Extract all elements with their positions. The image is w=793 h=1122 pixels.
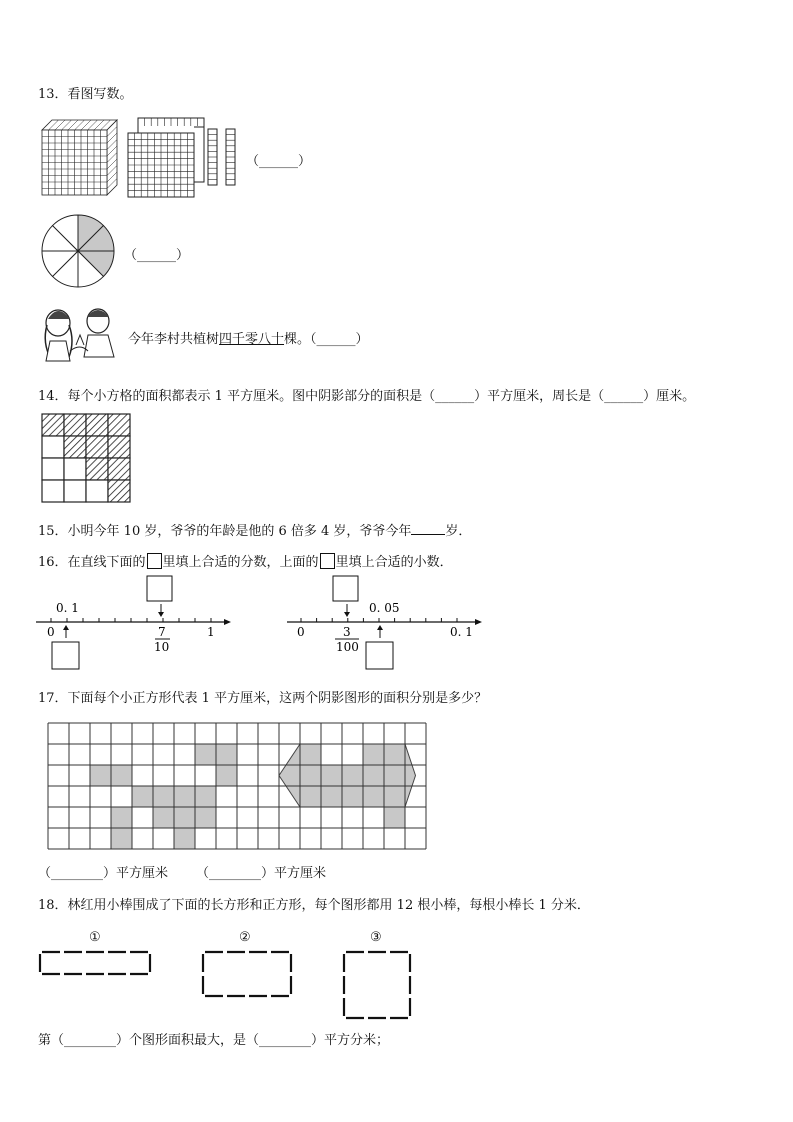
number-line-1 (36, 576, 236, 671)
question-16-title (38, 551, 453, 570)
grid-cell (64, 458, 86, 480)
shaded-cell (153, 786, 174, 807)
grid-cell (86, 414, 108, 436)
nl1-label-one: 1 (207, 625, 215, 639)
shaded-cell (132, 786, 153, 807)
question-14-title: 14．每个小方格的面积都表示 1 平方厘米。图中阴影部分的面积是（______）平方厘米，周长是（______）厘米。 (38, 389, 696, 404)
nl1-frac-den: 10 (154, 640, 170, 654)
q16-part3: 里填上合适的小数． (335, 555, 453, 570)
grid-cell (86, 458, 108, 480)
shaded-cell (363, 786, 384, 807)
q18-answer[interactable]: 第（________）个图形面积最大，是（________）平方分米； (38, 1033, 390, 1048)
nl1-label-zero: 0 (47, 625, 55, 639)
q13-sentence-suffix[interactable]: 棵。（______） (284, 332, 369, 347)
grid-cell (64, 436, 86, 458)
grid-cell (108, 436, 130, 458)
nl2-frac-num: 3 (343, 625, 351, 639)
q15-suffix: 岁． (445, 524, 472, 539)
q16-part1: 16．在直线下面的 (38, 555, 146, 570)
shaded-cell (195, 744, 216, 765)
q13-sentence (128, 328, 369, 347)
grid-cell (42, 436, 64, 458)
nl2-label-top: 0. 05 (369, 601, 400, 615)
shaded-cell (342, 786, 363, 807)
answer-box-bottom[interactable] (366, 642, 393, 669)
shaded-cell (216, 744, 237, 765)
grid-cell (86, 480, 108, 502)
grid-cell (42, 458, 64, 480)
q15-prefix: 15．小明今年 10 岁，爷爷的年龄是他的 6 倍多 4 岁，爷爷今年 (38, 524, 412, 539)
q17-answer-1[interactable]: （________）平方厘米 (38, 866, 169, 881)
question-15 (38, 520, 471, 539)
nl2-label-end: 0. 1 (450, 625, 473, 639)
answer-box-bottom[interactable] (52, 642, 79, 669)
q13-answer-blank-2[interactable]: （______） (124, 248, 190, 263)
q17-answer-2[interactable]: （________）平方厘米 (196, 866, 327, 881)
base-ten-blocks-figure (40, 115, 240, 200)
shaded-cell (174, 807, 195, 828)
question-13-title: 13．看图写数。 (38, 87, 133, 102)
q13-sentence-underlined: 四千零八十 (219, 332, 285, 347)
grid-cell (42, 414, 64, 436)
number-line-2 (287, 576, 487, 671)
nl2-frac-den: 100 (336, 640, 359, 654)
answer-box-top[interactable] (333, 576, 358, 601)
q16-part2: 里填上合适的分数，上面的 (162, 555, 319, 570)
shaded-cell (90, 765, 111, 786)
grid-cell (64, 480, 86, 502)
shaded-cell (111, 828, 132, 849)
shaded-cell (195, 807, 216, 828)
q13-sentence-prefix: 今年李村共植树 (128, 332, 220, 347)
grid-cell (108, 480, 130, 502)
shaded-cell (195, 786, 216, 807)
shaded-cell (153, 807, 174, 828)
grid-cell (108, 458, 130, 480)
question-18-title: 18．林红用小棒围成了下面的长方形和正方形，每个图形都用 12 根小棒，每根小棒长 1 分米． (38, 898, 590, 913)
shaded-cell (174, 786, 195, 807)
nl1-frac-num: 7 (158, 625, 166, 639)
inline-box-icon (147, 553, 162, 569)
nl2-label-zero: 0 (297, 625, 305, 639)
stick-shapes-figure (36, 946, 426, 1016)
grid-cell (86, 436, 108, 458)
shaded-cell (111, 765, 132, 786)
answer-box-top[interactable] (147, 576, 172, 601)
grid-cell (108, 414, 130, 436)
shaded-cell (321, 786, 342, 807)
grid-cell (42, 480, 64, 502)
q14-shaded-grid (42, 414, 132, 506)
q13-answer-blank-1[interactable]: （______） (246, 154, 312, 169)
inline-box-icon (320, 553, 335, 569)
shaded-cell (111, 807, 132, 828)
grid-cell (64, 414, 86, 436)
shaded-cell (174, 828, 195, 849)
q17-grid-figure (48, 723, 428, 849)
shape-label-2: ② (239, 930, 251, 945)
children-planting-illustration (40, 305, 122, 365)
shaded-cell (216, 765, 237, 786)
shape-label-1: ① (89, 930, 101, 945)
shape-label-3: ③ (370, 930, 382, 945)
q15-answer-blank[interactable] (411, 522, 445, 535)
pie-circle-figure (40, 213, 120, 293)
question-17-title: 17．下面每个小正方形代表 1 平方厘米，这两个阴影图形的面积分别是多少？ (38, 691, 488, 706)
nl1-label-top: 0. 1 (56, 601, 79, 615)
